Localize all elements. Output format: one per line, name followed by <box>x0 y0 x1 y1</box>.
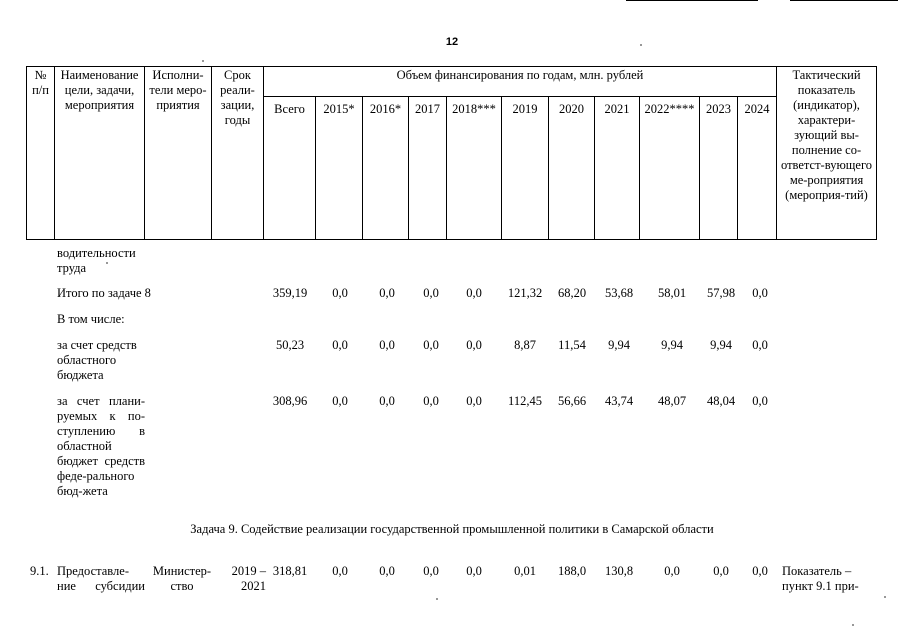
value-cell: 11,54 <box>558 338 586 352</box>
value-cell: 308,96 <box>272 394 308 408</box>
value-cell: 112,45 <box>508 394 542 408</box>
row-label-total: Итого по задаче 8 <box>57 286 151 300</box>
row-label-continuation: водительности труда <box>57 246 136 275</box>
header-indicator: Тактический показатель (индикатор), характери-зующий вы-полнение со-ответст-вующего ме-роприятия (мероприя-тий) <box>777 67 877 240</box>
header-financing: Объем финансирования по годам, млн. рублей <box>264 67 777 97</box>
value-cell: 0,0 <box>332 394 348 408</box>
value-cell: 121,32 <box>507 286 543 300</box>
value-cell: 9,94 <box>661 338 683 352</box>
value-cell: 0,0 <box>423 394 439 408</box>
table-header <box>26 66 877 240</box>
value-cell: 0,0 <box>466 564 482 578</box>
value-cell: 9,94 <box>608 338 630 352</box>
row-9-1-executor: Министер-ство <box>152 564 212 593</box>
header-year: 2016* <box>363 97 409 240</box>
row-9-1-indicator: Показатель – пункт 9.1 при- <box>782 564 859 593</box>
top-scan-line-left <box>626 0 758 1</box>
scan-speck <box>640 44 642 46</box>
value-cell: 0,0 <box>664 564 680 578</box>
row-label-regional: за счет средств областного бюджета <box>57 338 137 382</box>
value-cell: 188,0 <box>557 564 587 578</box>
header-year: 2015* <box>316 97 363 240</box>
header-name: Наименование цели, задачи, мероприятия <box>55 67 145 240</box>
value-cell: 0,0 <box>466 394 482 408</box>
header-executors: Исполни-тели меро-приятия <box>145 67 212 240</box>
row-9-1-term: 2019 – 2021 <box>231 564 266 593</box>
value-cell: 0,0 <box>332 338 348 352</box>
value-cell: 0,0 <box>423 564 439 578</box>
value-cell: 0,0 <box>379 286 395 300</box>
value-cell: 48,04 <box>706 394 736 408</box>
value-cell: 0,0 <box>379 394 395 408</box>
scan-speck <box>436 598 438 600</box>
value-cell: 0,0 <box>379 338 395 352</box>
value-cell: 0,0 <box>713 564 729 578</box>
value-cell: 130,8 <box>604 564 634 578</box>
value-cell: 0,0 <box>423 286 439 300</box>
header-year: Всего <box>264 97 316 240</box>
value-cell: 43,74 <box>604 394 634 408</box>
value-cell: 50,23 <box>275 338 305 352</box>
value-cell: 56,66 <box>557 394 587 408</box>
header-term: Срок реали-зации, годы <box>212 67 264 240</box>
value-cell: 58,01 <box>657 286 687 300</box>
value-cell: 53,68 <box>604 286 634 300</box>
value-cell: 8,87 <box>514 338 536 352</box>
top-scan-line-right <box>790 0 898 1</box>
value-cell: 9,94 <box>710 338 732 352</box>
header-year: 2020 <box>549 97 595 240</box>
value-cell: 0,0 <box>332 286 348 300</box>
scan-speck <box>852 624 854 626</box>
scan-speck <box>106 262 108 264</box>
value-cell: 57,98 <box>706 286 736 300</box>
value-cell: 0,0 <box>379 564 395 578</box>
header-num: № п/п <box>27 67 55 240</box>
row-9-1-name: Предоставле-ние субсидии <box>57 564 145 593</box>
header-year: 2024 <box>738 97 777 240</box>
scan-speck <box>884 596 886 598</box>
value-cell: 48,07 <box>657 394 687 408</box>
value-cell: 0,0 <box>332 564 348 578</box>
value-cell: 0,0 <box>466 286 482 300</box>
value-cell: 0,01 <box>514 564 536 578</box>
header-year: 2018*** <box>447 97 502 240</box>
value-cell: 68,20 <box>557 286 587 300</box>
value-cell: 0,0 <box>752 564 768 578</box>
page-number: 12 <box>445 36 459 48</box>
value-cell: 0,0 <box>752 286 768 300</box>
value-cell: 0,0 <box>423 338 439 352</box>
task-9-title: Задача 9. Содействие реализации государственной промышленной политики в Самарской области <box>190 522 714 536</box>
row-label-federal: за счет плани-руемых к по-ступлению в областной бюджет средств феде-рального бюд-жета <box>57 394 145 498</box>
header-year: 2017 <box>409 97 447 240</box>
value-cell: 0,0 <box>752 394 768 408</box>
header-year: 2019 <box>502 97 549 240</box>
row-label-including: В том числе: <box>57 312 125 326</box>
header-year: 2021 <box>595 97 640 240</box>
row-9-1-num: 9.1. <box>30 564 49 578</box>
header-year: 2023 <box>700 97 738 240</box>
value-cell: 0,0 <box>752 338 768 352</box>
value-cell: 318,81 <box>272 564 308 578</box>
value-cell: 359,19 <box>272 286 308 300</box>
header-year: 2022**** <box>640 97 700 240</box>
value-cell: 0,0 <box>466 338 482 352</box>
scan-speck <box>202 60 204 62</box>
